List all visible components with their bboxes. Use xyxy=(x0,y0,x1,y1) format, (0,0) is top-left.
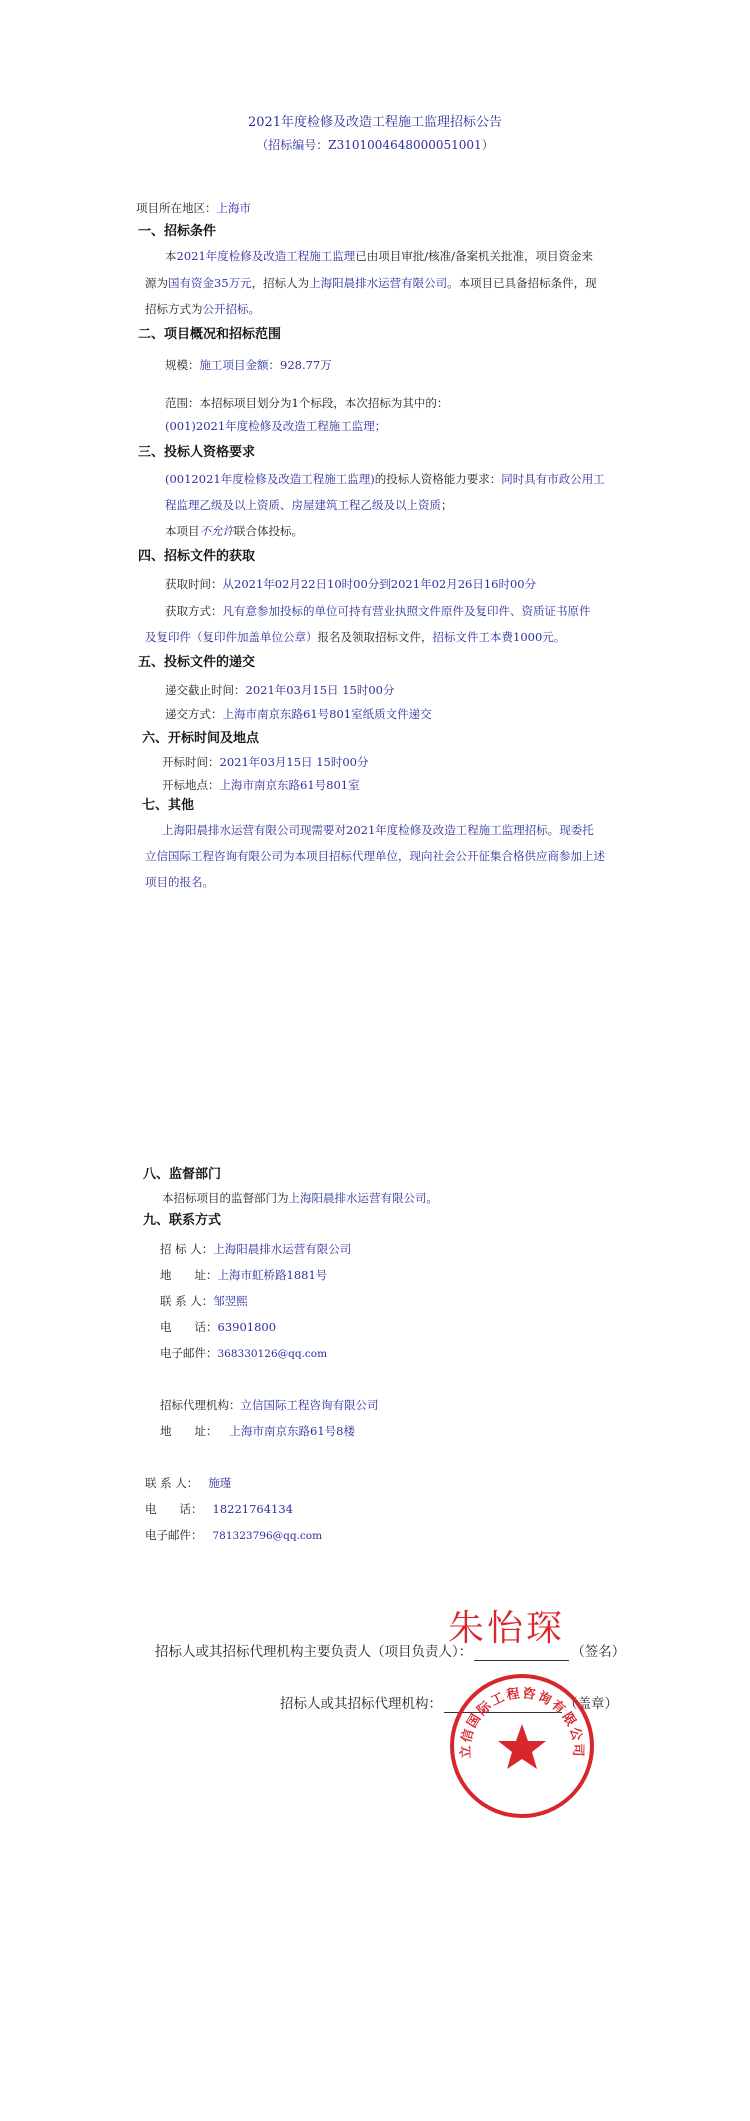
s1-text: 已由项目审批/核准/备案机关批准，项目资金来 xyxy=(355,249,594,263)
section-6-heading: 六、开标时间及地点 xyxy=(142,731,260,746)
s1-text: 招标方式为 xyxy=(145,302,203,316)
project-location xyxy=(136,200,251,216)
signoff-label: 招标人或其招标代理机构主要负责人（项目负责人）： xyxy=(155,1644,473,1660)
s4-method xyxy=(165,603,591,619)
s8-text-part: 。 xyxy=(426,1191,438,1205)
contact-value: 上海市南京东路61号8楼 xyxy=(229,1424,355,1438)
signoff-line-1 xyxy=(155,1640,625,1661)
section-1-heading: 一、招标条件 xyxy=(138,224,217,239)
s2-scale-value: 施工项目金额：928.77万 xyxy=(199,358,332,372)
signature-underline xyxy=(474,1644,569,1661)
s3-text: ； xyxy=(441,498,453,512)
signoff-label: 招标人或其招标代理机构： xyxy=(280,1696,442,1712)
contact-person xyxy=(160,1293,248,1309)
s3-requirement: 程监理乙级及以上资质、房屋建筑工程乙级及以上资质 xyxy=(165,498,441,512)
contact-value: 上海阳晨排水运营有限公司 xyxy=(213,1242,352,1256)
s5-method xyxy=(165,706,432,722)
s8-text-part: 本招标项目的监督部门为 xyxy=(162,1191,289,1205)
s1-project-name: 2021年度检修及改造工程施工监理 xyxy=(176,249,356,263)
agency-phone xyxy=(145,1501,293,1517)
location-label: 项目所在地区： xyxy=(136,201,217,215)
s7-line-1: 上海阳晨排水运营有限公司现需要对2021年度检修及改造工程施工监理招标。现委托 xyxy=(162,823,594,837)
contact-label: 联 系 人： xyxy=(160,1294,214,1308)
contact-value: 立信国际工程咨询有限公司 xyxy=(240,1398,379,1412)
s1-tenderer: 上海阳晨排水运营有限公司 xyxy=(309,276,448,290)
s2-scale xyxy=(165,357,332,373)
s1-text: 。本项目已具备招标条件，现 xyxy=(447,276,597,290)
section-7-heading: 七、其他 xyxy=(142,798,195,813)
s6-place-label: 开标地点： xyxy=(162,778,220,792)
s8-text xyxy=(162,1190,438,1206)
agency-contact xyxy=(145,1475,231,1491)
s2-scale-label: 规模： xyxy=(165,358,200,372)
s5-method-label: 递交方式： xyxy=(165,707,223,721)
s5-deadline-value: 2021年03月15日 15时00分 xyxy=(245,683,395,697)
s7-line-3: 项目的报名。 xyxy=(145,875,214,889)
contact-label: 招标代理机构： xyxy=(160,1398,241,1412)
contact-label: 地 址： xyxy=(160,1268,218,1282)
contact-label: 地 址： xyxy=(160,1424,218,1438)
s3-text: 的投标人资格能力要求： xyxy=(374,472,502,486)
contact-value: 邹翌熙 xyxy=(213,1294,248,1308)
signoff-suffix: （盖章） xyxy=(564,1696,618,1712)
s2-lot: (001)2021年度检修及改造工程施工监理； xyxy=(165,419,387,433)
s4-method-value: 凡有意参加投标的单位可持有营业执照文件原件及复印件、资质证书原件 xyxy=(222,604,591,618)
s4-method-line-2 xyxy=(145,629,565,645)
contact-email xyxy=(160,1345,327,1362)
contact-phone xyxy=(160,1319,276,1335)
tender-number: （招标编号：Z3101004648000051001） xyxy=(256,138,494,152)
s7-line-2: 立信国际工程咨询有限公司为本项目招标代理单位，现向社会公开征集合格供应商参加上述 xyxy=(145,849,605,863)
s8-supervisor: 上海阳晨排水运营有限公司 xyxy=(288,1191,427,1205)
section-8-heading: 八、监督部门 xyxy=(143,1167,222,1182)
contact-label: 招 标 人： xyxy=(160,1242,214,1256)
s4-fee: 招标文件工本费1000元。 xyxy=(432,630,566,644)
s3-joint-value: 不允许 xyxy=(199,524,234,538)
contact-value: 施瑾 xyxy=(208,1476,232,1490)
seal-star-icon xyxy=(498,1724,546,1769)
contact-value: 368330126@qq.com xyxy=(217,1348,328,1360)
agency-email xyxy=(145,1527,322,1544)
contact-label: 电 话： xyxy=(160,1320,218,1334)
s6-time xyxy=(162,754,368,770)
s5-method-value: 上海市南京东路61号801室纸质文件递交 xyxy=(222,707,432,721)
contact-label: 联 系 人： xyxy=(145,1476,199,1490)
contact-value: 63901800 xyxy=(217,1320,277,1334)
s1-line-3 xyxy=(145,301,260,317)
s5-deadline-label: 递交截止时间： xyxy=(165,683,246,697)
contact-label: 电 话： xyxy=(145,1502,203,1516)
signoff-suffix: （签名） xyxy=(571,1644,626,1660)
contact-tenderer xyxy=(160,1241,351,1257)
s4-text: 报名及领取招标文件， xyxy=(317,630,433,644)
handwritten-signature: 朱怡琛 xyxy=(448,1608,566,1649)
agency-address xyxy=(160,1423,355,1439)
contact-value: 781323796@qq.com xyxy=(212,1530,323,1542)
page-title: 2021年度检修及改造工程施工监理招标公告 xyxy=(247,115,503,130)
s3-line-1 xyxy=(165,471,605,487)
section-9-heading: 九、联系方式 xyxy=(143,1213,222,1228)
s6-place-value: 上海市南京东路61号801室 xyxy=(219,778,360,792)
section-3-heading: 三、投标人资格要求 xyxy=(138,445,256,460)
s1-line-2 xyxy=(145,275,597,291)
s4-method-value: 及复印件（复印件加盖单位公章） xyxy=(145,630,318,644)
s3-text: 本项目 xyxy=(165,524,200,538)
official-seal xyxy=(448,1672,596,1820)
location-value: 上海市 xyxy=(216,201,251,215)
s3-joint xyxy=(165,523,303,539)
s1-text: ，招标人为 xyxy=(251,276,310,290)
contact-value: 18221764134 xyxy=(212,1502,293,1516)
section-5-heading: 五、投标文件的递交 xyxy=(138,655,256,670)
s4-time-value: 从2021年02月22日10时00分到2021年02月26日16时00分 xyxy=(222,577,537,591)
section-4-heading: 四、招标文件的获取 xyxy=(138,549,256,564)
s3-line-2 xyxy=(165,497,453,513)
s1-funding: 国有资金35万元 xyxy=(168,276,252,290)
s6-place xyxy=(162,777,360,793)
contact-address xyxy=(160,1267,327,1283)
contact-value: 上海市虹桥路1881号 xyxy=(217,1268,328,1282)
s1-tender-method: 公开招标 xyxy=(202,302,249,316)
s4-time-label: 获取时间： xyxy=(165,577,223,591)
s4-method-label: 获取方式： xyxy=(165,604,223,618)
s6-time-value: 2021年03月15日 15时00分 xyxy=(219,755,369,769)
s1-text: 。 xyxy=(248,302,260,316)
agency-name xyxy=(160,1397,379,1413)
s3-requirement: 同时具有市政公用工 xyxy=(501,472,605,486)
s6-time-label: 开标时间： xyxy=(162,755,220,769)
contact-label: 电子邮件： xyxy=(160,1346,218,1360)
s5-deadline xyxy=(165,682,394,698)
seal-text: 立信国际工程咨询有限公司 xyxy=(458,1686,586,1759)
s1-line-1 xyxy=(165,248,593,264)
s1-text: 本 xyxy=(165,249,177,263)
s3-text: 联合体投标。 xyxy=(234,524,303,538)
s3-lot-name: (0012021年度检修及改造工程施工监理) xyxy=(165,472,375,486)
section-2-heading: 二、项目概况和招标范围 xyxy=(138,327,282,342)
contact-label: 电子邮件： xyxy=(145,1528,203,1542)
s4-time xyxy=(165,576,536,592)
s2-scope: 范围：本招标项目划分为1个标段，本次招标为其中的： xyxy=(165,396,449,410)
s1-text: 源为 xyxy=(145,276,168,290)
